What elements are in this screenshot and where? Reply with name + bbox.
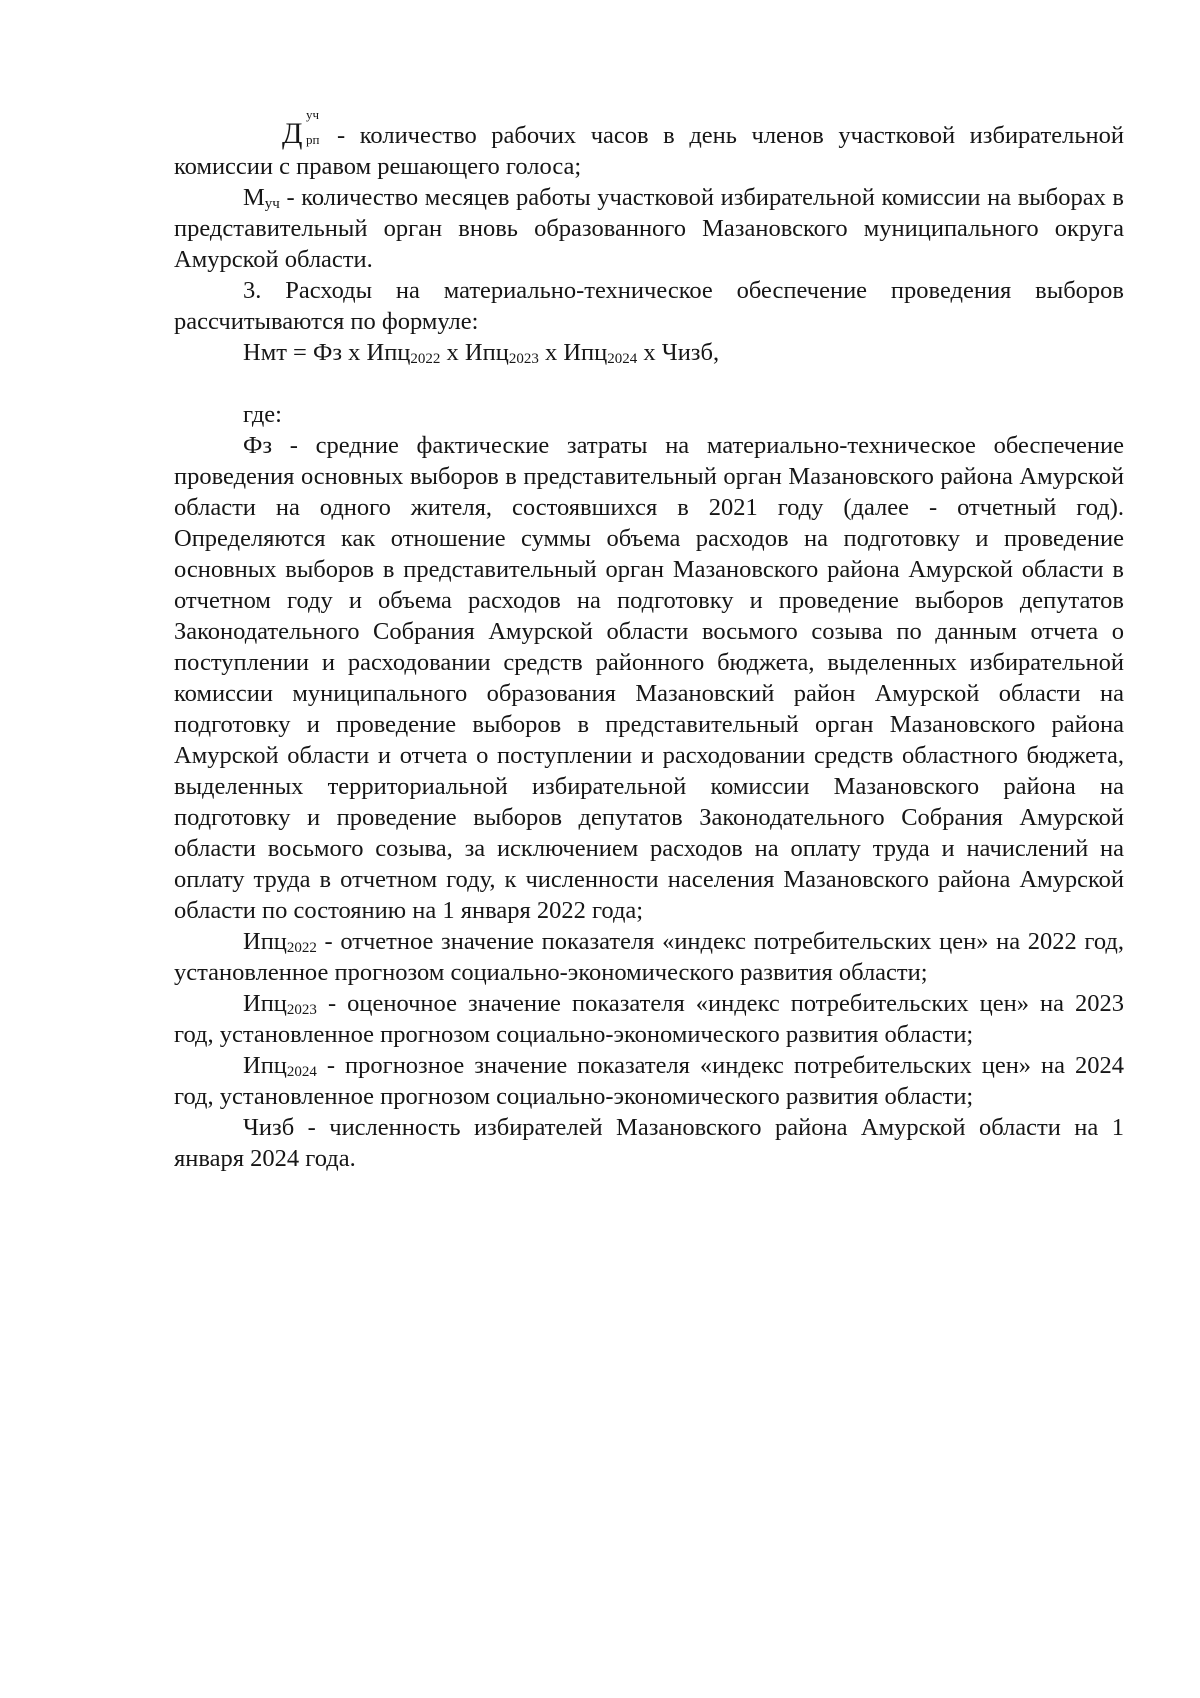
paragraph-d-rp <box>174 107 1124 182</box>
paragraph-fz: Фз - средние фактические затраты на материально-техническое обеспечение проведения основных выборов в представительный орган Мазановского района Амурской области на одного жителя, состоявшихся в 2021 году (далее - отчетный год). Определяются как отношение суммы объема расходов на подготовку и проведение основных выборов в представительный орган Мазановского района Амурской области в отчетном году и объема расходов на подготовку и проведение выборов депутатов Законодательного Собрания Амурской области восьмого созыва по данным отчета о поступлении и расходовании средств районного бюджета, выделенных избирательной комиссии муниципального образования Мазановский район Амурской области на подготовку и проведение выборов в представительный орган Мазановского района Амурской области и отчета о поступлении и расходовании средств областного бюджета, выделенных территориальной избирательной комиссии Мазановского района на подготовку и проведение выборов депутатов Законодательного Собрания Амурской области восьмого созыва, за исключением расходов на оплату труда и начислений на оплату труда в отчетном году, к численности населения Мазановского района Амурской области по состоянию на 1 января 2022 года; <box>174 432 1124 924</box>
paragraph-chizb: Чизб - численность избирателей Мазановского района Амурской области на 1 января 2024 года. <box>174 1114 1124 1172</box>
m-uch-text: - количество месяцев работы участковой избирательной комиссии на выборах в представительный орган вновь образованного Мазановского муниципального округа Амурской области. <box>174 184 1124 273</box>
paragraph-ipc-2022: Ипц$_{2022}$ - отчетное значение показателя «индекс потребительских цен» на 2022 год, установленное прогнозом социально-экономического развития области; <box>174 928 1124 986</box>
paragraph-ipc-2023: Ипц$_{2023}$ - оценочное значение показателя «индекс потребительских цен» на 2023 год, установленное прогнозом социально-экономического развития области; <box>174 990 1124 1048</box>
paragraph-m-uch <box>174 182 1124 275</box>
d-rp-symbol: Д уч рп <box>228 118 302 149</box>
paragraph-item-3: 3. Расходы на материально-техническое обеспечение проведения выборов рассчитываются по формуле: <box>174 277 1124 335</box>
formula-nmt: Нмт = Фз х Ипц$_{2022}$ х Ипц$_{2023}$ х Ипц$_{2024}$ х Чизб, <box>243 339 720 367</box>
m-uch-subscript: уч <box>264 196 280 212</box>
d-rp-subscript: рп <box>306 132 320 147</box>
d-rp-superscript: уч <box>306 107 320 122</box>
document-page <box>174 107 1124 1174</box>
d-rp-text: - количество рабочих часов в день членов участковой избирательной комиссии с правом решающего голоса; <box>174 122 1124 180</box>
blank-line <box>174 368 1124 399</box>
paragraph-ipc-2024: Ипц$_{2024}$ - прогнозное значение показателя «индекс потребительских цен» на 2024 год, установленное прогнозом социально-экономического развития области; <box>174 1052 1124 1110</box>
m-uch-symbol: М <box>243 184 265 211</box>
where-label: где: <box>243 401 282 428</box>
